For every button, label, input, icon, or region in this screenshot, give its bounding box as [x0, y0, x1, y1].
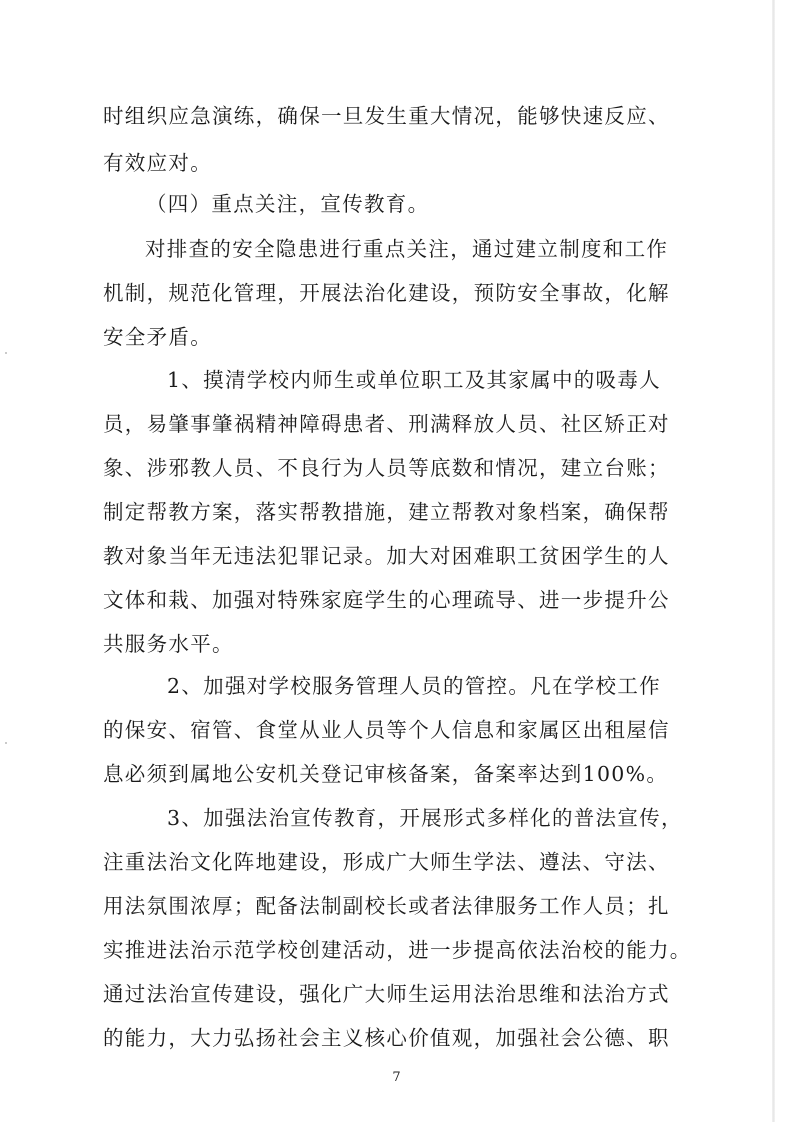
page-edge-shadow [772, 0, 775, 1122]
body-text-line: 制定帮教方案，落实帮教措施，建立帮教对象档案，确保帮 [103, 500, 670, 524]
body-text-line: 通过法治宣传建设，强化广大师生运用法治思维和法治方式 [103, 982, 670, 1006]
section-heading: （四）重点关注，宣传教育。 [146, 192, 430, 216]
body-text-line: 注重法治文化阵地建设，形成广大师生学法、遵法、守法、 [103, 850, 670, 874]
body-text-line: 教对象当年无违法犯罪记录。加大对困难职工贫困学生的人 [103, 544, 670, 568]
body-text-line: 象、涉邪教人员、不良行为人员等底数和情况，建立台账； [103, 456, 670, 480]
scan-speck [5, 742, 7, 744]
body-text-line: 机制，规范化管理，开展法治化建设，预防安全事故，化解 [103, 281, 670, 305]
body-text-line: 2、加强对学校服务管理人员的管控。凡在学校工作 [167, 674, 661, 698]
body-text-line: 时组织应急演练，确保一旦发生重大情况，能够快速反应、 [103, 104, 670, 128]
body-text-line: 安全矛盾。 [103, 325, 212, 349]
body-text-line: 的能力，大力弘扬社会主义核心价值观，加强社会公德、职 [103, 1026, 670, 1050]
body-text-line: 共服务水平。 [103, 632, 234, 656]
body-text-line: 的保安、宿管、食堂从业人员等个人信息和家属区出租屋信 [103, 718, 670, 742]
body-text-line: 文体和栽、加强对特殊家庭学生的心理疏导、进一步提升公 [103, 588, 670, 612]
body-text-line: 有效应对。 [103, 151, 212, 175]
body-text-line: 用法氛围浓厚；配备法制副校长或者法律服务工作人员；扎 [103, 894, 670, 918]
body-text-line: 1、摸清学校内师生或单位职工及其家属中的吸毒人 [167, 368, 661, 392]
body-text-line: 对排查的安全隐患进行重点关注，通过建立制度和工作 [145, 237, 669, 261]
scan-speck [5, 352, 7, 354]
body-text-line: 3、加强法治宣传教育，开展形式多样化的普法宣传， [167, 806, 683, 830]
body-text-line: 实推进法治示范学校创建活动，进一步提高依法治校的能力。 [103, 938, 692, 962]
page-number: 7 [392, 1070, 401, 1085]
body-text-line: 息必须到属地公安机关登记审核备案，备案率达到100%。 [103, 762, 669, 786]
body-text-line: 员，易肇事肇祸精神障碍患者、刑满释放人员、社区矫正对 [103, 412, 670, 436]
